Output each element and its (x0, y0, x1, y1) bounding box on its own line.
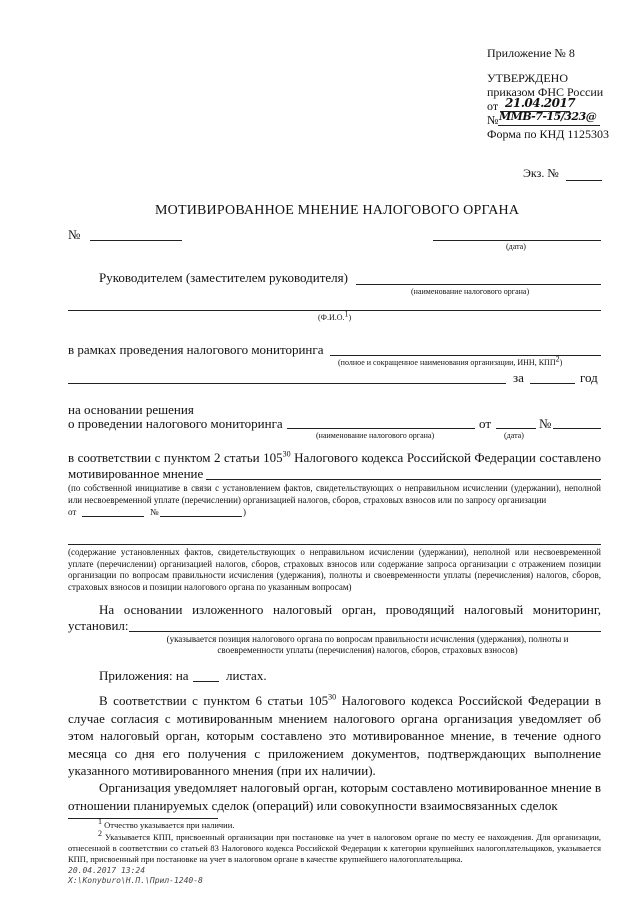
doc-date-caption: (дата) (506, 242, 526, 251)
initiative-number-label: № (150, 507, 159, 517)
decision-authority-caption: (наименование налогового органа) (316, 431, 435, 440)
decision-number-line (553, 428, 601, 429)
decision-date-caption: (дата) (504, 431, 524, 440)
appendix-label: Приложение № 8 (487, 46, 575, 60)
order-date-handwritten: 21.04.2017 (505, 96, 576, 110)
decision-from-label: от (479, 416, 492, 431)
order-label: приказом ФНС России (487, 85, 604, 99)
established-line-1: На основании изложенного налоговый орган, проводящий налоговый мониторинг, (99, 602, 601, 617)
established-line (129, 631, 601, 632)
facts-line (68, 544, 601, 545)
paragraph-notification: В соответствии с пунктом 6 статьи $105^{30}$ Налогового кодекса Российской Федерации в случае согласия с мотивированным мнением налогового органа организация уведомляет об этом налоговый орган, которым составлено это мотивированное мнение, в течение одного месяца со дня его получения с приложением документов, подтверждающих выполнение указанного мотивированного мнения (при их наличии). (68, 692, 601, 778)
order-date-prefix: от (487, 99, 499, 113)
established-note: (указывается позиция налогового органа по вопросам правильности исчисления (удержания), полноты и своевременности уплаты (перечисления) налогов, сборов, страховых взносов) (166, 634, 569, 655)
footnote-1: $^1$ Отчество указывается при наличии. (98, 817, 235, 830)
initiative-date-line (82, 516, 144, 517)
order-number-line (498, 125, 600, 126)
attachments-suffix: листах. (226, 668, 267, 683)
attachments-prefix: Приложения: на (99, 668, 189, 683)
organization-caption: (полное и сокращенное наименования организации, ИНН, КПП$^2$) (338, 354, 563, 367)
doc-date-line (433, 240, 601, 241)
year-for-label: за (513, 370, 524, 385)
fio-caption: (Ф.И.О.$^1$) (318, 309, 352, 322)
monitoring-label: в рамках проведения налогового мониторинга (68, 342, 324, 357)
compiled-line (206, 479, 601, 480)
doc-number-label: № (68, 227, 81, 242)
established-line-2: установил: (68, 618, 129, 633)
order-number-handwritten: ММВ-7-15/323@ (499, 110, 597, 123)
document-title: МОТИВИРОВАННОЕ МНЕНИЕ НАЛОГОВОГО ОРГАНА (155, 203, 520, 218)
fio-line (68, 310, 601, 311)
initiative-note: (по собственной инициативе в связи с установлением фактов, свидетельствующих о неправильном исчислении (удержании), неполной или несвоевременной уплате (перечислении) организацией налогов, сборов, страховых взносов или по запросу организации (68, 483, 601, 505)
initiative-close: ) (243, 507, 246, 517)
footnote-separator (68, 818, 218, 819)
attachments-count-line (193, 681, 219, 682)
form-code-label: Форма по КНД 1125303 (487, 127, 609, 141)
organization-line-2 (68, 383, 506, 384)
decision-number-label: № (539, 416, 552, 431)
compiled-line-2: мотивированное мнение (68, 466, 204, 481)
file-stamp-path: X:\Konyburo\Н.П.\Прил-1240-8 (68, 876, 203, 885)
initiative-from-label: от (68, 507, 77, 517)
compiled-line-1: в соответствии с пунктом 2 статьи $105^{30}$ Налогового кодекса Российской Федерации составлено (68, 449, 601, 465)
tax-authority-caption: (наименование налогового органа) (411, 287, 530, 296)
facts-note: (содержание установленных фактов, свидетельствующих о неправильном исчислении (удержании), неполной или несвоевременной уплате (перечислении) организацией налогов, сборов, страховых взносов или содержание запроса организации с отражением позиции организации по вопросам правильности исчисления (удержания), полноты и своевременности уплаты (перечисления) налогов, сборов, страховых взносов и позиции налогового органа по указанным вопросам) (68, 547, 601, 592)
decision-label: о проведении налогового мониторинга (68, 416, 283, 431)
paragraph-planned-deals: Организация уведомляет налоговый орган, которым составлено мотивированное мнение в отношении планируемых сделок (операций) или совокупности взаимосвязанных сделок (68, 780, 601, 813)
decision-date-line (496, 428, 536, 429)
decision-authority-line (287, 428, 475, 429)
initiative-number-line (160, 516, 242, 517)
copy-number-line (566, 180, 602, 181)
basis-label: на основании решения (68, 402, 194, 417)
order-number-prefix: № (487, 113, 499, 127)
footnote-2: $^2$ Указывается КПП, присвоенный организации при постановке на учет в налоговом органе по месту ее нахождения. Для организации, отнесенной в соответствии со статьей 83 Налогового кодекса Российской Федерации к категории крупнейших налогоплательщиков, указывается КПП, присвоенный при постановке на учет в налоговом органе в качестве крупнейшего налогоплательщика. (68, 829, 601, 864)
year-line (530, 383, 575, 384)
tax-authority-line (356, 284, 601, 285)
year-label: год (580, 370, 598, 385)
doc-number-line (90, 240, 182, 241)
organization-line (330, 355, 601, 356)
head-label: Руководителем (заместителем руководителя) (99, 270, 348, 285)
copy-number-label: Экз. № (523, 166, 559, 180)
approved-label: УТВЕРЖДЕНО (487, 71, 569, 85)
file-stamp-date: 20.04.2017 13:24 (68, 866, 146, 875)
